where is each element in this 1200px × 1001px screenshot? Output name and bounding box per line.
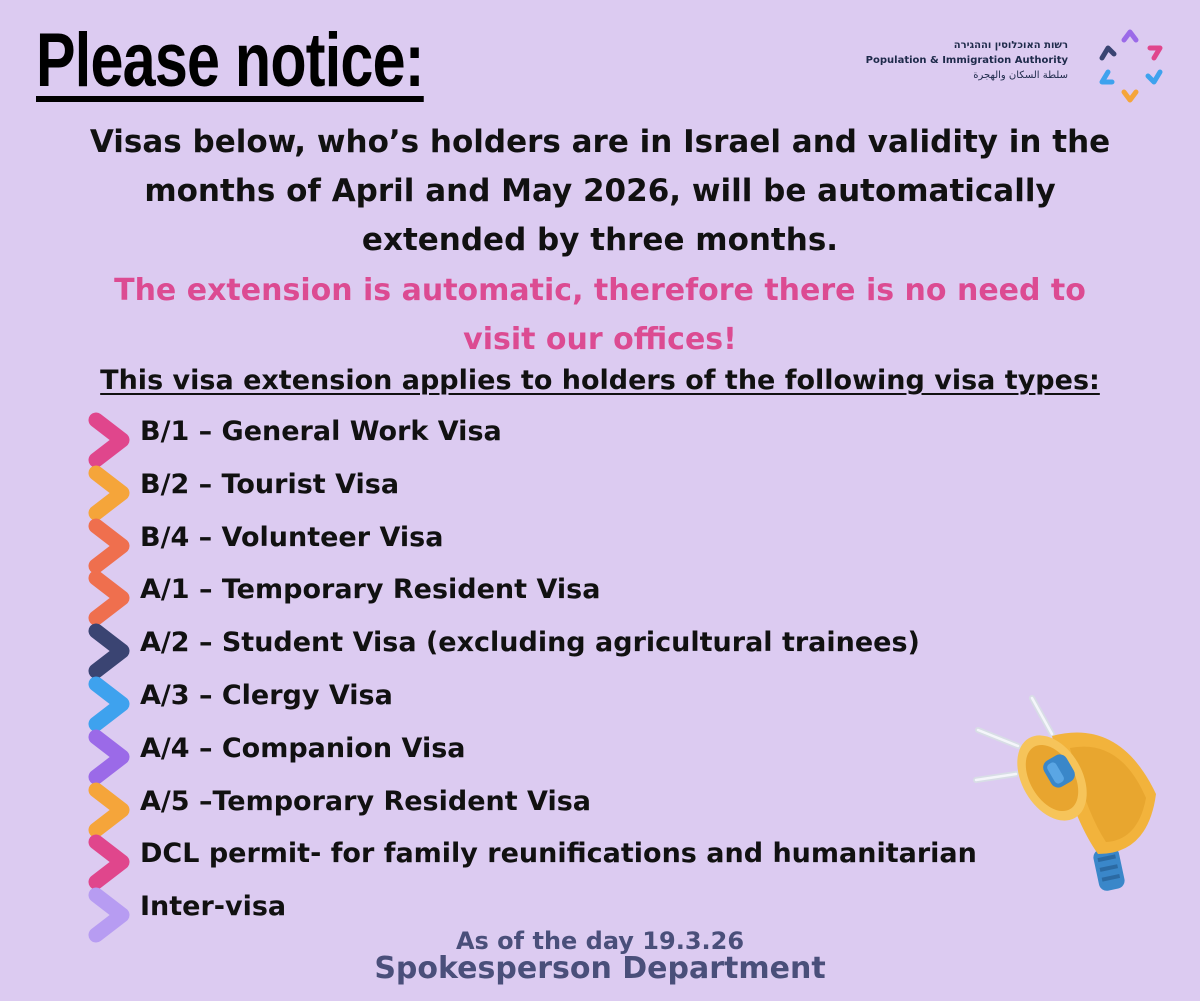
automatic-line: visit our offices!	[463, 322, 737, 357]
chevron-right-icon	[86, 410, 136, 470]
intro-line: months of April and May 2026, will be automatically	[144, 173, 1056, 209]
footer-date: As of the day 19.3.26	[455, 927, 745, 955]
chevron-right-icon	[86, 832, 136, 892]
logo-hebrew: רשות האוכלוסין וההגירה	[953, 40, 1068, 51]
chevron-right-icon	[86, 516, 136, 576]
chevron-right-icon	[86, 780, 136, 840]
chevron-right-icon	[86, 463, 136, 523]
visa-type-item: Inter-visa	[140, 891, 287, 923]
intro-line: extended by three months.	[361, 222, 839, 258]
chevron-right-icon	[86, 674, 136, 734]
page-title: Please notice:	[36, 18, 424, 103]
visa-type-item: A/3 – Clergy Visa	[140, 680, 393, 711]
chevron-right-icon	[86, 727, 136, 787]
intro-line: Visas below, who’s holders are in Israel and validity in the	[89, 124, 1111, 160]
chevron-right-icon	[86, 621, 136, 681]
visa-types-heading: This visa extension applies to holders of the following visa types:	[100, 365, 1100, 396]
visa-type-item: B/1 – General Work Visa	[140, 416, 502, 447]
visa-type-item: A/2 – Student Visa (excluding agricultural trainees)	[140, 627, 920, 659]
visa-type-item: A/5 –Temporary Resident Visa	[140, 785, 592, 817]
footer-department: Spokesperson Department	[374, 951, 826, 986]
automatic-line: The extension is automatic, therefore there is no need to	[114, 273, 1086, 308]
visa-type-item: B/2 – Tourist Visa	[140, 468, 400, 500]
chevron-right-icon	[86, 885, 136, 945]
logo-english: Population & Immigration Authority	[865, 55, 1068, 66]
visa-type-item: A/4 – Companion Visa	[140, 732, 466, 764]
logo-arabic: سلطة السكان والهجرة	[973, 70, 1068, 81]
visa-type-item: A/1 – Temporary Resident Visa	[140, 574, 601, 606]
visa-type-item: DCL permit- for family reunifications and humanitarian	[140, 838, 977, 870]
visa-type-item: B/4 – Volunteer Visa	[140, 521, 444, 553]
chevron-right-icon	[86, 568, 136, 628]
megaphone-icon	[960, 678, 1170, 898]
